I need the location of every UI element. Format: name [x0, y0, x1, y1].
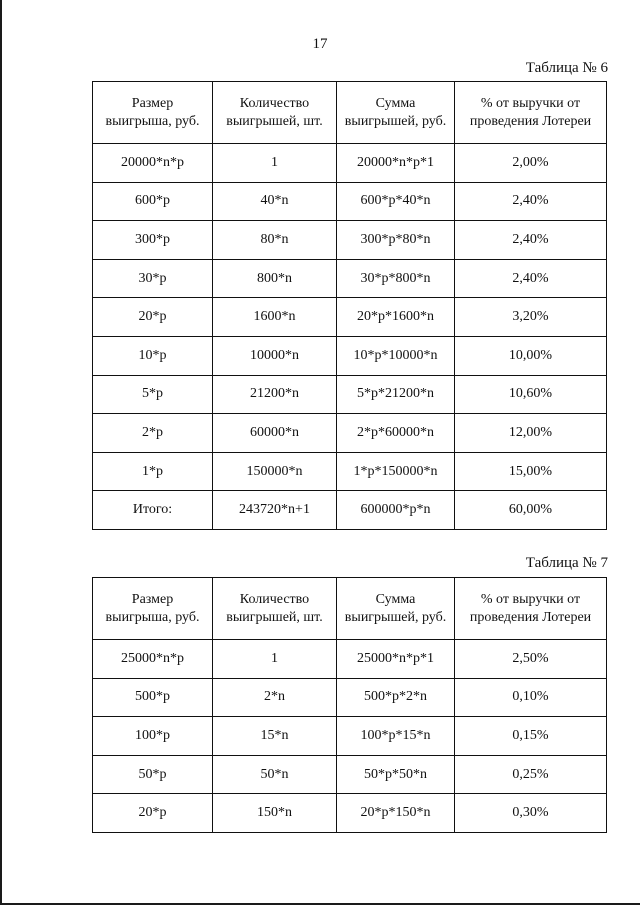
cell-prize-sum: 20*p*150*n	[337, 794, 455, 833]
cell-prize-size: 600*p	[93, 182, 213, 221]
table-row	[93, 259, 607, 298]
cell-revenue-percent: 0,30%	[455, 794, 607, 833]
table-row	[93, 336, 607, 375]
header-revenue-percent: % от выручки от проведения Лотереи	[455, 578, 607, 640]
cell-prize-count: 150000*n	[213, 452, 337, 491]
table-row	[93, 640, 607, 679]
cell-revenue-percent: 2,50%	[455, 640, 607, 679]
table-row	[93, 298, 607, 337]
cell-prize-count: 15*n	[213, 717, 337, 756]
cell-prize-size: 25000*n*p	[93, 640, 213, 679]
cell-total-count: 243720*n+1	[213, 491, 337, 530]
cell-prize-sum: 25000*n*p*1	[337, 640, 455, 679]
cell-prize-count: 800*n	[213, 259, 337, 298]
cell-prize-sum: 100*p*15*n	[337, 717, 455, 756]
cell-prize-sum: 30*p*800*n	[337, 259, 455, 298]
cell-prize-count: 60000*n	[213, 414, 337, 453]
cell-prize-size: 20*p	[93, 298, 213, 337]
header-prize-sum: Сумма выигрышей, руб.	[337, 578, 455, 640]
cell-prize-count: 10000*n	[213, 336, 337, 375]
cell-revenue-percent: 15,00%	[455, 452, 607, 491]
cell-revenue-percent: 0,15%	[455, 717, 607, 756]
cell-prize-sum: 300*p*80*n	[337, 221, 455, 260]
cell-prize-count: 50*n	[213, 755, 337, 794]
table-row	[93, 452, 607, 491]
cell-revenue-percent: 0,10%	[455, 678, 607, 717]
table-6-caption: Таблица № 6	[525, 60, 608, 76]
cell-total-label: Итого:	[93, 491, 213, 530]
table-header-row	[93, 82, 607, 144]
cell-prize-size: 500*p	[93, 678, 213, 717]
cell-prize-size: 5*p	[93, 375, 213, 414]
cell-revenue-percent: 0,25%	[455, 755, 607, 794]
prize-table-7	[92, 577, 607, 833]
cell-revenue-percent: 3,20%	[455, 298, 607, 337]
cell-prize-sum: 5*p*21200*n	[337, 375, 455, 414]
cell-revenue-percent: 2,40%	[455, 182, 607, 221]
cell-prize-size: 30*p	[93, 259, 213, 298]
table-row	[93, 375, 607, 414]
cell-prize-count: 1	[213, 640, 337, 679]
cell-prize-size: 2*p	[93, 414, 213, 453]
header-prize-count: Количество выигрышей, шт.	[213, 82, 337, 144]
cell-prize-size: 300*p	[93, 221, 213, 260]
cell-prize-sum: 50*p*50*n	[337, 755, 455, 794]
cell-prize-sum: 10*p*10000*n	[337, 336, 455, 375]
table-row	[93, 794, 607, 833]
cell-prize-sum: 20*p*1600*n	[337, 298, 455, 337]
cell-prize-count: 21200*n	[213, 375, 337, 414]
cell-revenue-percent: 2,40%	[455, 221, 607, 260]
cell-prize-size: 20*p	[93, 794, 213, 833]
header-prize-size: Размер выигрыша, руб.	[93, 578, 213, 640]
cell-total-sum: 600000*p*n	[337, 491, 455, 530]
cell-revenue-percent: 2,00%	[455, 144, 607, 183]
cell-prize-size: 10*p	[93, 336, 213, 375]
cell-prize-count: 80*n	[213, 221, 337, 260]
cell-prize-size: 20000*n*p	[93, 144, 213, 183]
table-row	[93, 717, 607, 756]
header-revenue-percent: % от выручки от проведения Лотереи	[455, 82, 607, 144]
cell-revenue-percent: 10,60%	[455, 375, 607, 414]
table-row	[93, 678, 607, 717]
table-row	[93, 414, 607, 453]
cell-revenue-percent: 10,00%	[455, 336, 607, 375]
table-header-row	[93, 578, 607, 640]
cell-prize-sum: 1*p*150000*n	[337, 452, 455, 491]
table-row	[93, 144, 607, 183]
scan-edge-left	[0, 0, 2, 905]
cell-revenue-percent: 12,00%	[455, 414, 607, 453]
header-prize-size: Размер выигрыша, руб.	[93, 82, 213, 144]
table-total-row	[93, 491, 607, 530]
cell-prize-count: 150*n	[213, 794, 337, 833]
cell-prize-count: 1600*n	[213, 298, 337, 337]
header-prize-sum: Сумма выигрышей, руб.	[337, 82, 455, 144]
cell-prize-size: 100*p	[93, 717, 213, 756]
table-row	[93, 221, 607, 260]
table-row	[93, 755, 607, 794]
cell-prize-sum: 600*p*40*n	[337, 182, 455, 221]
cell-prize-sum: 20000*n*p*1	[337, 144, 455, 183]
cell-prize-count: 2*n	[213, 678, 337, 717]
cell-revenue-percent: 2,40%	[455, 259, 607, 298]
cell-prize-count: 1	[213, 144, 337, 183]
cell-prize-sum: 2*p*60000*n	[337, 414, 455, 453]
prize-table-6	[92, 81, 607, 530]
cell-prize-count: 40*n	[213, 182, 337, 221]
cell-prize-size: 50*p	[93, 755, 213, 794]
table-row	[93, 182, 607, 221]
cell-prize-sum: 500*p*2*n	[337, 678, 455, 717]
page-number: 17	[312, 36, 328, 52]
header-prize-count: Количество выигрышей, шт.	[213, 578, 337, 640]
cell-total-percent: 60,00%	[455, 491, 607, 530]
table-7-caption: Таблица № 7	[525, 555, 608, 571]
cell-prize-size: 1*p	[93, 452, 213, 491]
